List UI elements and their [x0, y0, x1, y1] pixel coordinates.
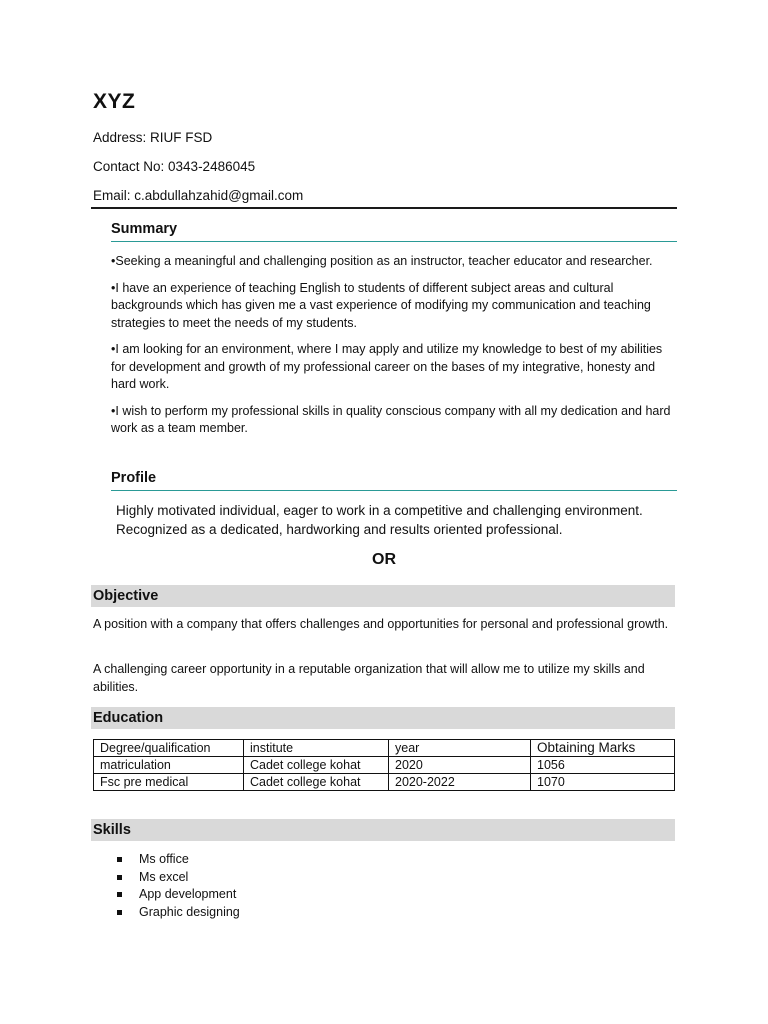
table-cell: Fsc pre medical	[94, 774, 244, 791]
email-line: Email: c.abdullahzahid@gmail.com	[93, 188, 304, 203]
summary-item: •Seeking a meaningful and challenging position as an instructor, teacher educator and researcher.	[111, 254, 653, 268]
skills-list	[117, 851, 240, 921]
objective-paragraph: A challenging career opportunity in a reputable organization that will allow me to utilize my skills and abilities.	[93, 662, 645, 694]
objective-heading: Objective	[91, 585, 675, 607]
table-cell: 1070	[531, 774, 675, 791]
skills-heading: Skills	[91, 819, 675, 841]
profile-text: Highly motivated individual, eager to work in a competitive and challenging environment. Recognized as a dedicated, hardworking and results oriented professional.	[116, 503, 643, 537]
skill-label: Ms office	[139, 852, 189, 866]
table-header-row	[94, 740, 675, 757]
table-cell: 1056	[531, 757, 675, 774]
address-line: Address: RIUF FSD	[93, 130, 213, 145]
objective-paragraph: A position with a company that offers challenges and opportunities for personal and professional growth.	[93, 617, 669, 631]
contact-number-line: Contact No: 0343-2486045	[93, 159, 256, 174]
skill-item	[117, 869, 240, 887]
table-cell: Cadet college kohat	[244, 774, 389, 791]
or-separator: OR	[372, 551, 396, 568]
table-cell: 2020-2022	[389, 774, 531, 791]
square-bullet-icon	[117, 857, 122, 862]
summary-list	[111, 253, 679, 447]
skill-label: Ms excel	[139, 869, 189, 884]
summary-heading: Summary	[111, 221, 677, 242]
table-header-cell: year	[389, 740, 531, 757]
candidate-name: XYZ	[93, 90, 136, 113]
summary-item: •I am looking for an environment, where I may apply and utilize my knowledge to best of my abilities for development and growth of my professional career on the bases of my integrative, honesty and hard work.	[111, 342, 663, 391]
table-row	[94, 774, 675, 791]
table-header-cell: Degree/qualification	[94, 740, 244, 757]
education-heading: Education	[91, 707, 675, 729]
square-bullet-icon	[117, 875, 122, 880]
table-cell: matriculation	[94, 757, 244, 774]
skill-label: App development	[139, 887, 237, 901]
education-table	[93, 739, 675, 791]
table-row	[94, 757, 675, 774]
table-cell: Cadet college kohat	[244, 757, 389, 774]
profile-heading: Profile	[111, 470, 677, 491]
header-divider	[91, 207, 677, 209]
table-header-cell: institute	[244, 740, 389, 757]
table-cell: 2020	[389, 757, 531, 774]
table-header-cell: Obtaining Marks	[531, 740, 675, 757]
skill-item	[117, 886, 240, 904]
skill-item	[117, 904, 240, 922]
summary-item: •I wish to perform my professional skills in quality conscious company with all my dedication and hard work as a team member.	[111, 403, 671, 435]
skill-label: Graphic designing	[139, 904, 240, 919]
skill-item	[117, 851, 240, 869]
square-bullet-icon	[117, 892, 122, 897]
square-bullet-icon	[117, 910, 122, 915]
summary-item: •I have an experience of teaching English to students of different subject areas and cultural backgrounds which has given me a vast experience of modifying my communication and teaching strategies to meet the needs of my students.	[111, 280, 651, 330]
